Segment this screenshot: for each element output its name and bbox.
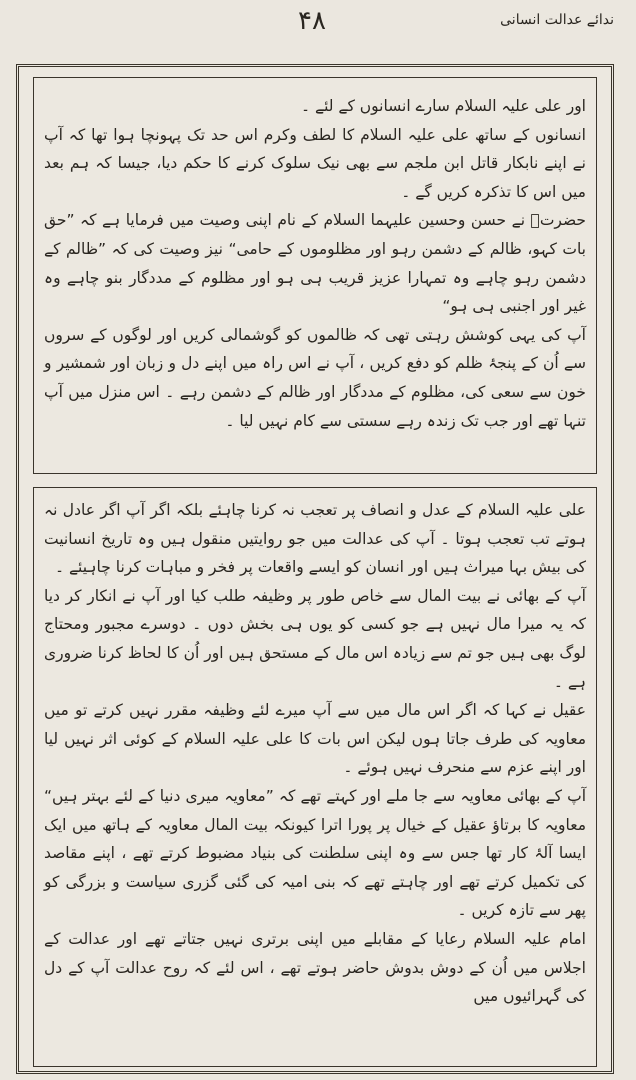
paragraph: اور علی علیہ السلام سارے انسانوں کے لئے ۔: [300, 97, 586, 115]
paragraph: امام علیہ السلام رعایا کے مقابلے میں اپنی برتری نہیں جتاتے تھے اور عدالت کے اجلاس میں اُن کے دوش بدوش حاضر ہوتے تھے ، اس لئے کہ روح عدالت آپ کے دل کی گہرائیوں میں: [44, 929, 586, 1006]
running-title: ندائے عدالت انسانی: [500, 12, 614, 28]
paragraph: انسانوں کے ساتھ علی علیہ السلام کا لطف وکرم اس حد تک پہونچا ہوا تھا کہ آپ نے اپنے نابکار قاتل ابن ملجم سے بھی نیک سلوک کرنے کا حکم دیا، جیسا کہ ہم بعد میں اس کا تذکرہ کریں گے ۔: [44, 125, 586, 201]
page-frame: [16, 64, 614, 1074]
paragraph: حضرتؑ نے حسن وحسین علیہما السلام کے نام اپنی وصیت میں فرمایا ہے کہ ”حق بات کہو، ظالم کے دشمن رہو اور مظلوموں کے حامی“ نیز وصیت کی کہ ”ظالم کے دشمن رہو چاہے وہ تمہارا عزیز قریب ہی ہو اور مظلوم کے مددگار بنو چاہے وہ غیر اور اجنبی ہی ہو“: [44, 211, 586, 316]
text-box-lower: [33, 487, 597, 1067]
paragraph: آپ کے بھائی معاویہ سے جا ملے اور کہتے تھے کہ ”معاویہ میری دنیا کے لئے بہتر ہیں“ معاویہ کا برتاؤ عقیل کے خیال پر پورا اترا کیونکہ بیت المال معاویہ کے ہاتھ میں ایک ایسا آلۂ کار تھا جس سے وہ اپنی سلطنت کی بنیاد مضبوط کرتے تھے ، اپنے مقاصد کی تکمیل کرتے تھے اور چاہتے تھے کہ بنی امیہ کی گئی گزری سیاست و بزرگی کو پھر سے تازہ کریں ۔: [44, 786, 586, 920]
page-number: ۴۸: [298, 6, 326, 36]
paragraph: آپ کے بھائی نے بیت المال سے خاص طور پر وظیفہ طلب کیا اور آپ نے انکار کر دیا کہ یہ میرا مال نہیں ہے جو کسی کو یوں ہی بخش دوں ۔ دوسرے مجبور ومحتاج لوگ بھی ہیں جو تم سے زیادہ اس مال کے مستحق ہیں اور اُن کا لحاظ کرنا ضروری ہے ۔: [44, 586, 586, 691]
paragraph: عقیل نے کہا کہ اگر اس مال میں سے آپ میرے لئے وظیفہ مقرر نہیں کرتے تو میں معاویہ کی طرف جاتا ہوں لیکن اس بات کا علی علیہ السلام کے کوئی اثر نہیں لیا اور اپنے عزم سے منحرف نہیں ہوئے ۔: [44, 701, 586, 777]
paragraph: آپ کی یہی کوشش رہتی تھی کہ ظالموں کو گوشمالی کریں اور لوگوں کے سروں سے اُن کے پنجۂ ظلم کو دفع کریں ، آپ نے اس راہ میں اپنے دل و زبان اور شمشیر و خون سے سعی کی، مظلوم کے مددگار اور ظالم کے دشمن رہے ۔ اس منزل میں آپ تنہا تھے اور جب تک زندہ رہے سستی سے کام نہیں لیا ۔: [44, 325, 586, 430]
paragraph: علی علیہ السلام کے عدل و انصاف پر تعجب نہ کرنا چاہئے بلکہ اگر آپ اگر عادل نہ ہوتے تب تعجب ہوتا ۔ آپ کی عدالت میں جو روایتیں منقول ہیں وہ تاریخ انسانیت کی بیش بہا میراث ہیں اور انسان کو ایسے واقعات پر فخر و مباہات کرنا چاہیئے ۔: [44, 501, 586, 577]
text-box-upper: [33, 77, 597, 474]
